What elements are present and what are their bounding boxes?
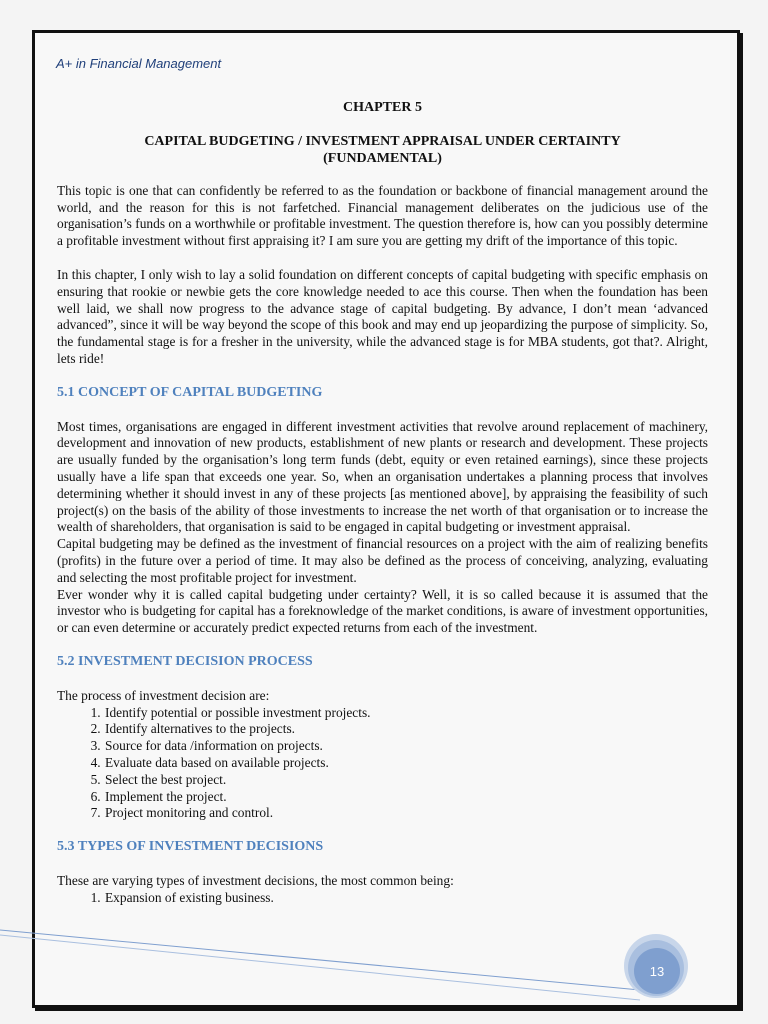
intro-paragraph-2: In this chapter, I only wish to lay a solid foundation on different concepts of capital budgeting with specific emphasis on ensuring that rookie or newbie gets the core knowledge needed to ace this course. Then when the foundation has been well laid, we shall now progress to the advance stage of capital budgeting. By advance, I don’t mean ‘advanced advanced”, since it will be way beyond the scope of this book and may end up jeopardizing the purpose of simplicity. So, the fundamental stage is for a fresher in the university, while the advanced stage is for MBA students, got that?. Alright, lets ride! bbox=[57, 266, 708, 366]
list-item: 4. Evaluate data based on available projects. bbox=[104, 755, 708, 772]
intro-paragraph-1: This topic is one that can confidently be referred to as the foundation or backbone of financial management around the world, and the reason for this is not farfetched. Financial management deliberates on the judicious use of the organisation’s funds on a worthwhile or profitable investment. The question therefore is, how can you possibly determine a profitable investment without first appraising it? I am sure you are getting my drift of the importance of this topic. bbox=[57, 182, 708, 249]
list-item: 6. Implement the project. bbox=[104, 789, 708, 806]
section-heading-5-1: 5.1 CONCEPT OF CAPITAL BUDGETING bbox=[57, 384, 323, 400]
list-item: 1. Expansion of existing business. bbox=[104, 890, 708, 907]
section1-paragraph-3: Ever wonder why it is called capital budgeting under certainty? Well, it is so called because it is assumed that the investor who is budgeting for capital has a foreknowledge of the market conditions, is aware of investment opportunities, or can even determine or accurately predict expected returns from each of the investment. bbox=[57, 586, 708, 636]
running-header: A+ in Financial Management bbox=[56, 56, 222, 71]
section1-paragraph-2: Capital budgeting may be defined as the investment of financial resources on a project with the aim of realizing benefits (profits) in the future over a period of time. It may also be defined as the process of conceiving, analyzing, evaluating and selecting the most profitable project for investment. bbox=[57, 536, 708, 585]
chapter-title bbox=[57, 133, 708, 167]
chapter-title-line1: CAPITAL BUDGETING / INVESTMENT APPRAISAL UNDER CERTAINTY bbox=[144, 133, 621, 149]
page-number: 13 bbox=[634, 948, 680, 994]
section3-intro: These are varying types of investment decisions, the most common being: bbox=[57, 872, 454, 888]
list-item: 7. Project monitoring and control. bbox=[104, 805, 708, 822]
list-item: 3. Source for data /information on projects. bbox=[104, 738, 708, 755]
list-item: 1. Identify potential or possible investment projects. bbox=[104, 705, 708, 722]
section2-intro: The process of investment decision are: bbox=[57, 687, 270, 703]
section-heading-5-3: 5.3 TYPES OF INVESTMENT DECISIONS bbox=[57, 839, 324, 855]
investment-process-list bbox=[57, 705, 708, 823]
list-item: 2. Identify alternatives to the projects. bbox=[104, 721, 708, 738]
page-content bbox=[57, 100, 708, 906]
section1-paragraph-1: Most times, organisations are engaged in different investment activities that revolve around replacement of machinery, development and innovation of new products, establishment of new plants or research and development. These projects are usually funded by the organisation’s long term funds (debt, equity or even retained earnings), since these projects usually have a life span that exceeds one year. So, when an organisation undertakes a planning process that involves determining whether it should invest in any of these projects [as mentioned above], by appraising the feasibility of such project(s) on the basis of the ability of those investments to increase the net worth of that organisation or to increase the wealth of shareholders, that organisation is said to be engaged in capital budgeting or investment appraisal. bbox=[57, 418, 708, 535]
investment-types-list bbox=[57, 890, 708, 907]
chapter-title-line2: (FUNDAMENTAL) bbox=[323, 150, 442, 166]
chapter-label: CHAPTER 5 bbox=[343, 100, 422, 115]
list-item: 5. Select the best project. bbox=[104, 772, 708, 789]
section-heading-5-2: 5.2 INVESTMENT DECISION PROCESS bbox=[57, 653, 313, 669]
